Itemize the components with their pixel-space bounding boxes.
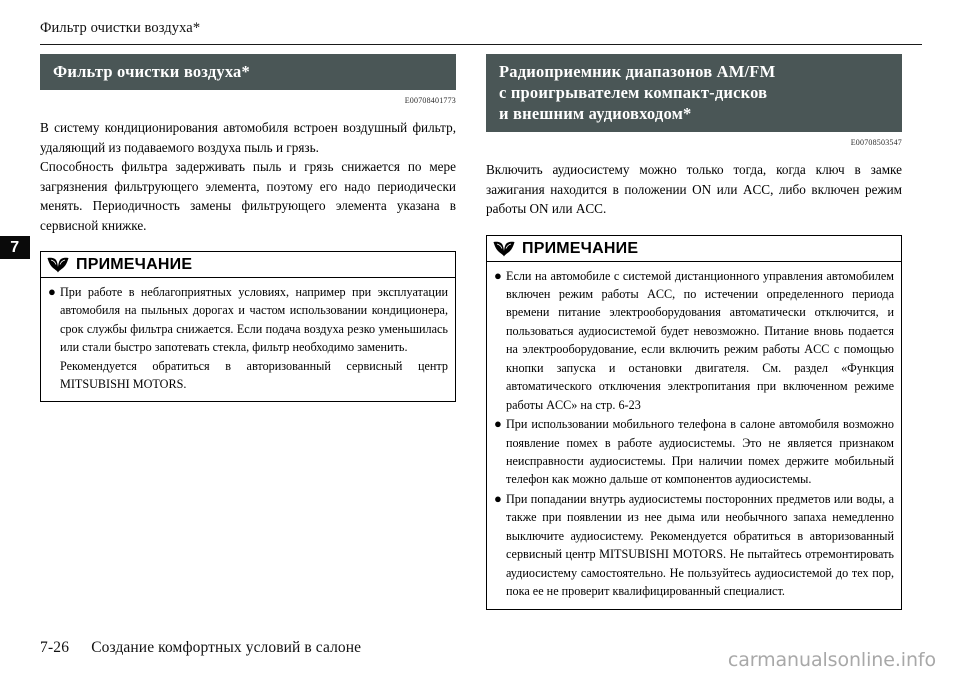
header-rule xyxy=(40,44,922,45)
note-item xyxy=(494,490,894,601)
note-item-text xyxy=(60,283,448,393)
paragraph: Способность фильтра задерживать пыль и грязь снижается по мере загрязнения фильтрующего элемента, поэтому его надо периодически менять. Периодичность замены фильтрующего элемента указана в сервисной книжке. xyxy=(40,159,456,233)
note-title: ПРИМЕЧАНИЕ xyxy=(522,239,639,257)
right-column xyxy=(486,54,902,610)
section-heading-right-line-1: Радиоприемник диапазонов AM/FM xyxy=(499,62,776,81)
running-header: Фильтр очистки воздуха* xyxy=(40,20,201,36)
open-book-icon xyxy=(47,257,69,273)
page-footer xyxy=(40,639,361,657)
note-item-text xyxy=(506,267,894,415)
right-body-text xyxy=(486,160,902,219)
note-paragraph: При работе в неблагоприятных условиях, например при эксплуатации автомобиля на пыльных дорогах и частом использовании кондиционера, срок службы фильтра снижается. Если подача воздуха резко уменьшилась или стали быстро запотевать стекла, фильтр необходимо заменить. xyxy=(60,285,448,355)
note-item xyxy=(494,267,894,415)
note-box-right xyxy=(486,235,902,610)
chapter-tab: 7 xyxy=(0,236,30,259)
note-header xyxy=(41,252,455,278)
paragraph: Включить аудиосистему можно только тогда, когда ключ в замке зажигания находится в положении ON или ACC, либо включен режим работы ON или ACC. xyxy=(486,162,902,216)
left-column xyxy=(40,54,456,402)
reference-code-right: E00708503547 xyxy=(850,138,902,147)
note-paragraph: Рекомендуется обратиться в авторизованный сервисный центр MITSUBISHI MOTORS. xyxy=(60,358,448,392)
note-paragraph: Если на автомобиле с системой дистанционного управления автомобилем включен режим работы ACC, по истечении определенного периода времени питание электрооборудования автоматически отключится, и пользоваться аудиосистемой будет невозможно. Питание вновь подается на электрооборудование, если включить режим работы ACC с помощью кнопки запуска и остановки двигателя. См. раздел «Функция автоматического отключения электропитания при включенном режиме работы ACC» на стр. 6-23 xyxy=(506,268,894,412)
note-paragraph: При попадании внутрь аудиосистемы посторонних предметов или воды, а также при появлении из нее дыма или необычного запаха немедленно выключите аудиосистему. Рекомендуется обратиться в авторизованный сервисный центр MITSUBISHI MOTORS. Не пытайтесь отремонтировать аудиосистему самостоятельно. Не пользуйтесь аудиосистемой до тех пор, пока ее не проверит квалифицированный специалист. xyxy=(506,491,894,599)
section-heading-left xyxy=(40,54,456,90)
note-body xyxy=(487,262,901,609)
note-item xyxy=(48,283,448,393)
reference-code-left: E00708401773 xyxy=(404,96,456,105)
note-item-text xyxy=(506,490,894,601)
note-body xyxy=(41,278,455,401)
section-heading-right xyxy=(486,54,902,132)
footer-section-title: Создание комфортных условий в салоне xyxy=(91,639,362,656)
watermark: carmanualsonline.info xyxy=(727,649,936,671)
note-item-text xyxy=(506,415,894,489)
left-body-text xyxy=(40,118,456,235)
note-bullet-icon: ● xyxy=(494,267,502,283)
paragraph: В систему кондиционирования автомобиля встроен воздушный фильтр, удаляющий из подаваемого воздуха пыль и грязь. xyxy=(40,120,456,155)
section-heading-left-line-1: Фильтр очистки воздуха* xyxy=(53,62,250,81)
note-paragraph: При использовании мобильного телефона в салоне автомобиля возможно появление помех в работе аудиосистемы. Это не является признаком неисправности аудиосистемы. При наличии помех держите мобильный телефон как можно дальше от компонентов аудиосистемы. xyxy=(506,417,894,487)
section-heading-right-line-2: с проигрывателем компакт-дисков xyxy=(499,83,768,102)
note-box-left xyxy=(40,251,456,402)
note-bullet-icon: ● xyxy=(494,490,502,506)
section-heading-right-line-3: и внешним аудиовходом* xyxy=(499,104,692,123)
note-header xyxy=(487,236,901,262)
folio-number: 7-26 xyxy=(40,639,70,656)
note-item xyxy=(494,415,894,489)
open-book-icon xyxy=(493,241,515,257)
note-bullet-icon: ● xyxy=(48,284,56,299)
note-bullet-icon: ● xyxy=(494,416,502,432)
note-title: ПРИМЕЧАНИЕ xyxy=(76,256,193,273)
